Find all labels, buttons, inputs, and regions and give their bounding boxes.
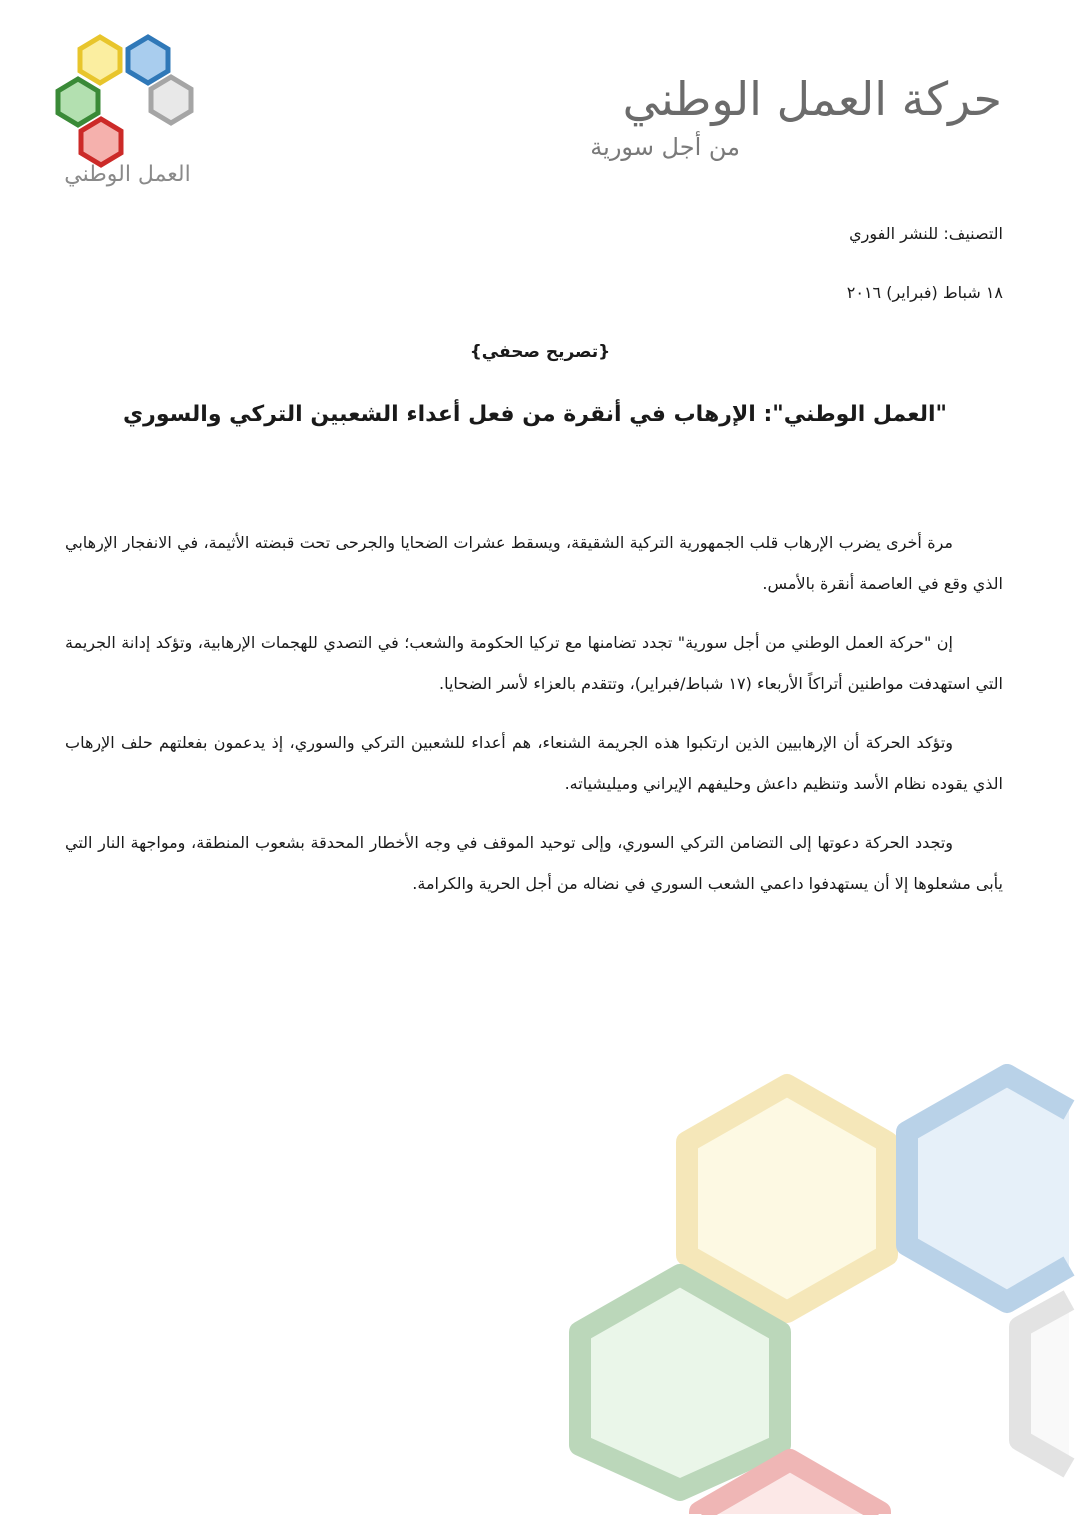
paragraph: وتؤكد الحركة أن الإرهابيين الذين ارتكبوا هذه الجريمة الشنعاء، هم أعداء للشعبين التركي والسوري، إذ يدعمون بفعلتهم حلف الإرهاب الذي يقوده نظام الأسد وتنظيم داعش وحليفهم الإيراني وميليشياته. bbox=[65, 733, 1003, 793]
classification: التصنيف: للنشر الفوري bbox=[849, 224, 1003, 243]
decor-hex-green bbox=[580, 1275, 780, 1490]
paragraph: مرة أخرى يضرب الإرهاب قلب الجمهورية التركية الشقيقة، ويسقط عشرات الضحايا والجرحى تحت قبضته الأثيمة، في الانفجار الإرهابي الذي وقع في العاصمة أنقرة بالأمس. bbox=[65, 533, 1003, 593]
release-date: ١٨ شباط (فبراير) ٢٠١٦ bbox=[846, 283, 1003, 302]
decorative-hexagons-icon bbox=[560, 1050, 1080, 1515]
headline: "العمل الوطني": الإرهاب في أنقرة من فعل أعداء الشعبين التركي والسوري bbox=[123, 402, 947, 427]
logo-text: العمل الوطني bbox=[64, 162, 191, 187]
paragraph: وتجدد الحركة دعوتها إلى التضامن التركي السوري، وإلى توحيد الموقف في وجه الأخطار المحدقة بشعوب المنطقة، ومواجهة النار التي يأبى مشعلوها إلا أن يستهدفوا داعمي الشعب السوري في نضاله من أجل الحرية والكرامة. bbox=[65, 833, 1003, 893]
logo-hex-yellow bbox=[80, 37, 120, 83]
org-subtitle: من أجل سورية bbox=[590, 133, 740, 161]
logo-hex-gray bbox=[151, 77, 191, 123]
org-title: حركة العمل الوطني bbox=[622, 72, 1002, 126]
decor-hex-yellow bbox=[687, 1085, 887, 1312]
logo-hexagons-icon bbox=[40, 25, 220, 170]
logo-hex-green bbox=[58, 79, 98, 125]
paragraph: إن "حركة العمل الوطني من أجل سورية" تجدد تضامنها مع تركيا الحكومة والشعب؛ في التصدي للهجمات الإرهابية، وتؤكد إدانة الجريمة التي استهدفت مواطنين أتراكاً الأربعاء (١٧ شباط/فبراير)، وتتقدم بالعزاء لأسر الضحايا. bbox=[65, 633, 1003, 693]
document-type: {تصريح صحفي} bbox=[469, 342, 611, 362]
decor-hex-gray bbox=[1020, 1300, 1069, 1468]
logo-hex-red bbox=[81, 119, 121, 165]
decor-hex-blue bbox=[907, 1075, 1069, 1302]
logo-hex-blue bbox=[128, 37, 168, 83]
press-release-body bbox=[65, 522, 1003, 922]
